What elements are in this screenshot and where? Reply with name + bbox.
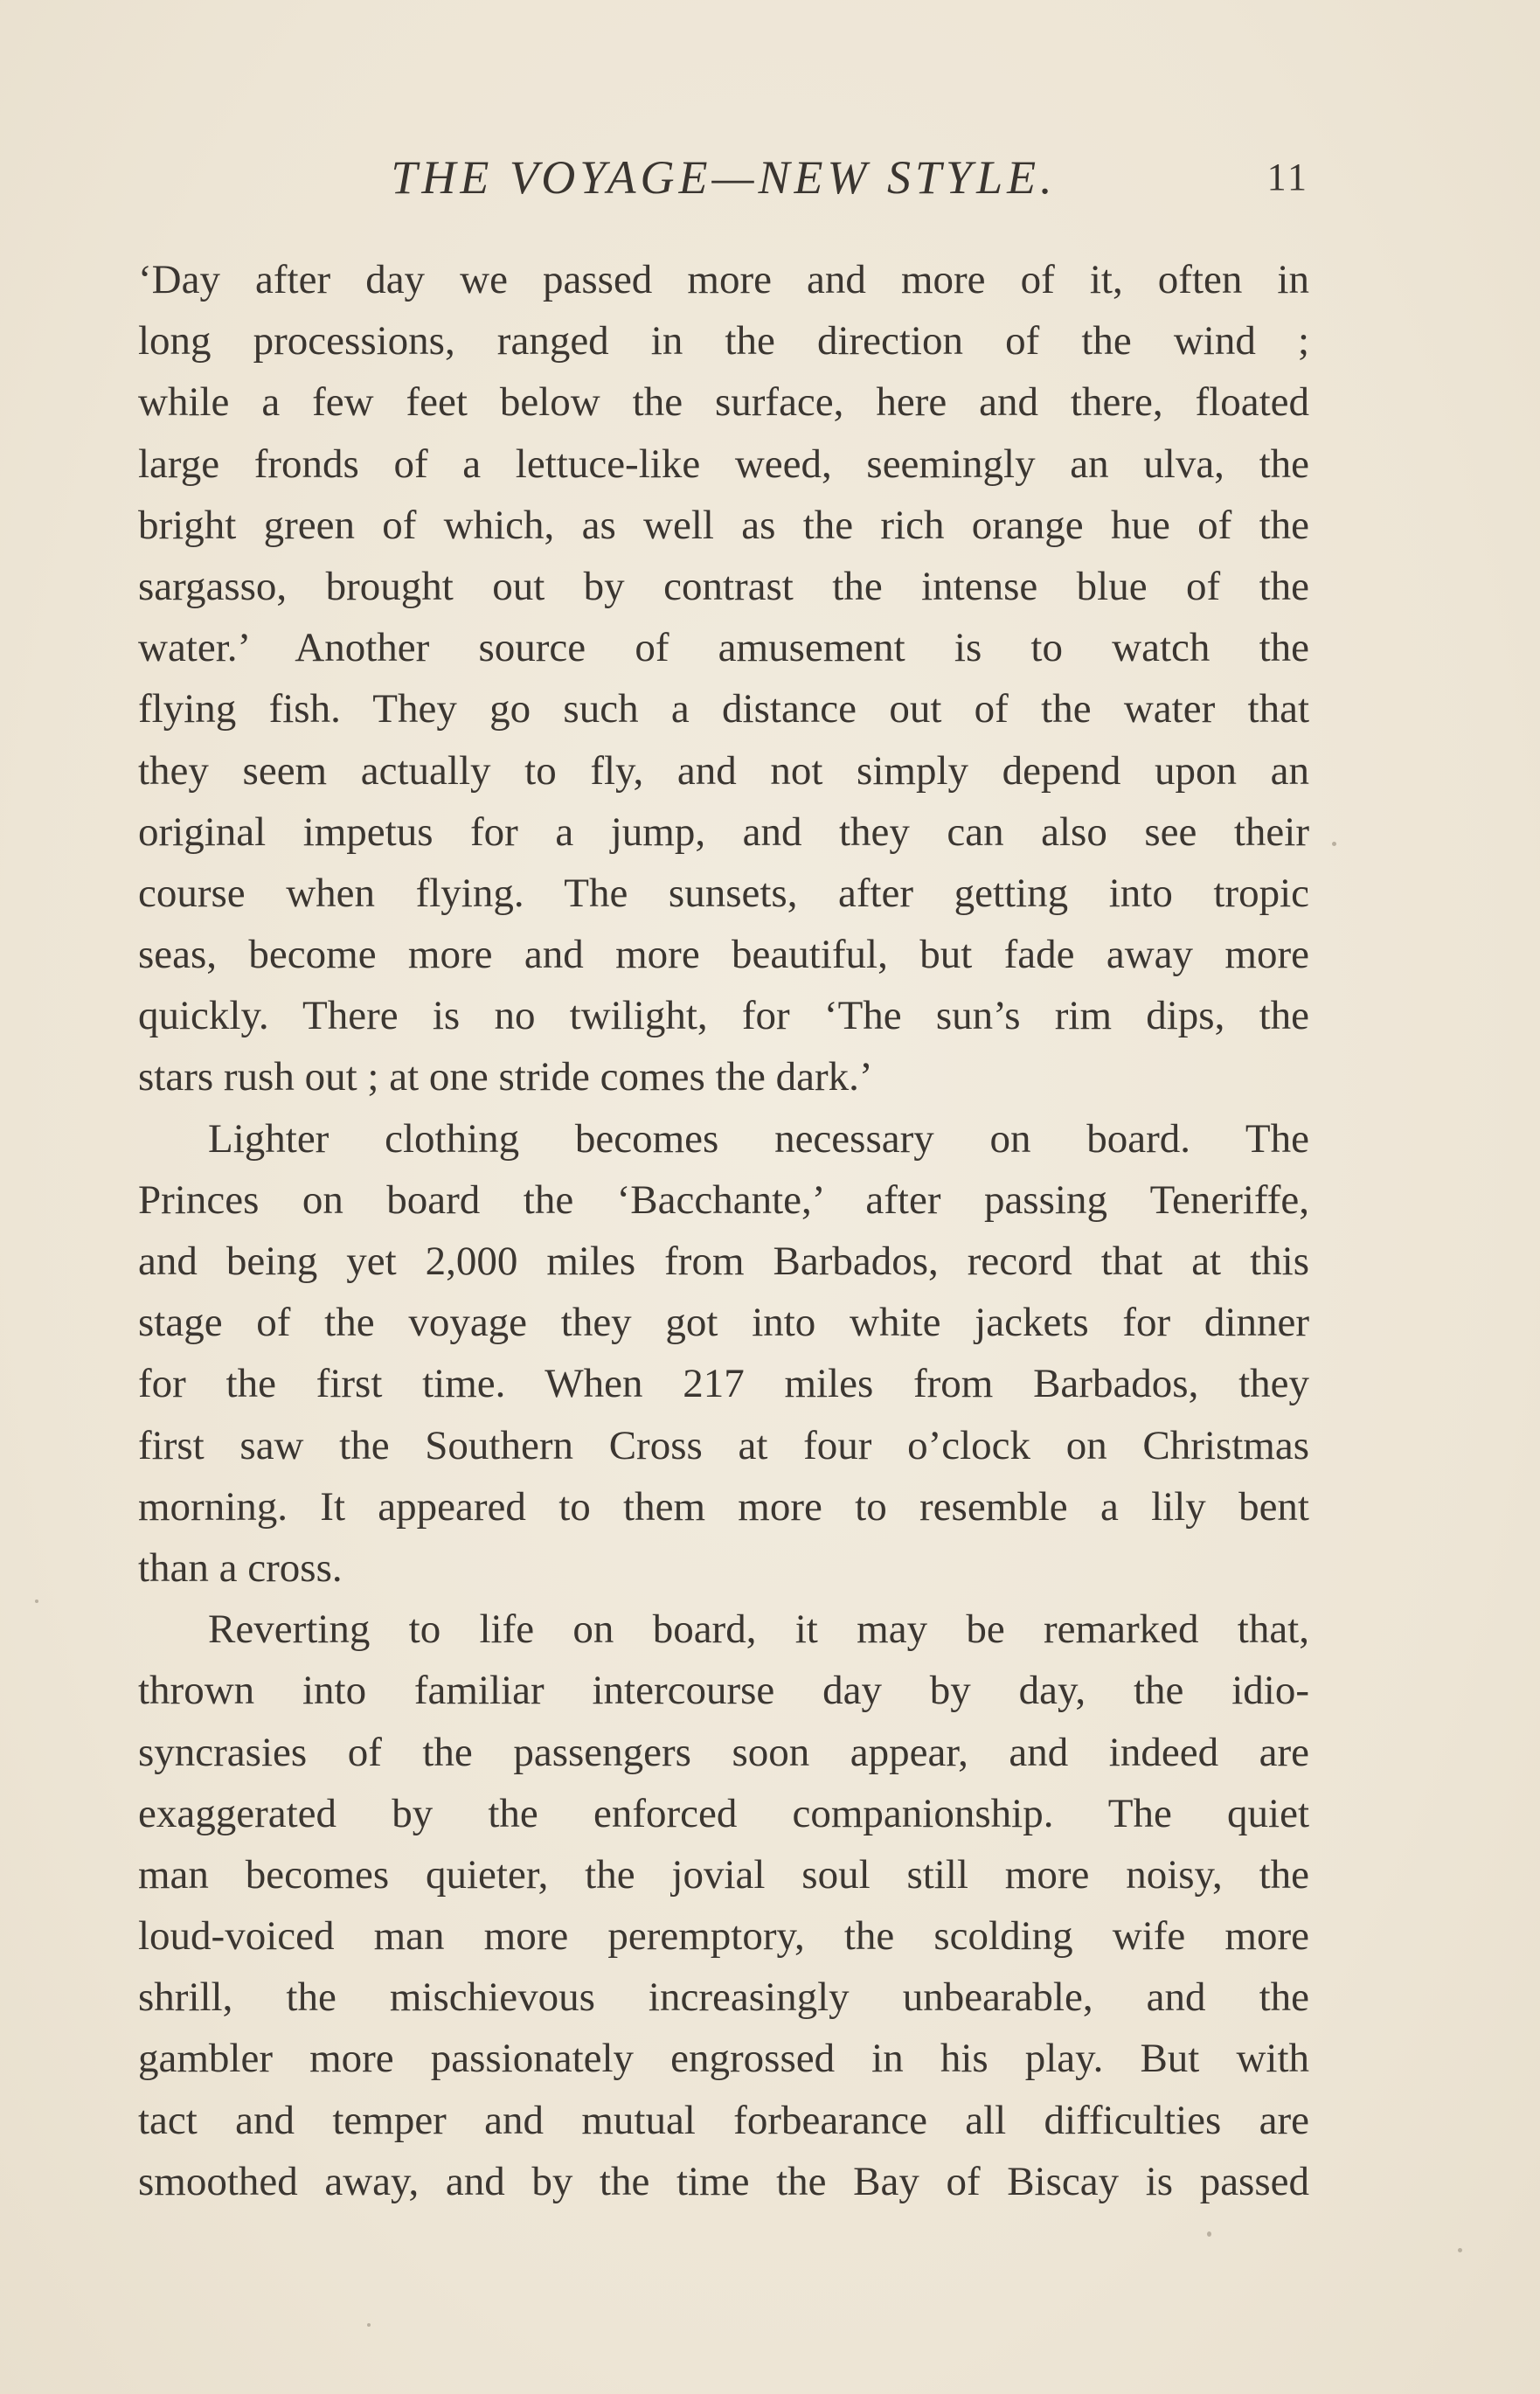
text-line: long processions, ranged in the direction of the wind ; bbox=[138, 318, 1309, 364]
paper-speck bbox=[35, 1599, 38, 1603]
text-line: smoothed away, and by the time the Bay of Biscay is passed bbox=[138, 2158, 1309, 2204]
paper-speck bbox=[1332, 842, 1336, 846]
text-line: course when flying. The sunsets, after getting into tropic bbox=[138, 870, 1309, 916]
text-line: morning. It appeared to them more to resemble a lily bent bbox=[138, 1483, 1309, 1530]
text-line: syncrasies of the passengers soon appear, and indeed are bbox=[138, 1729, 1309, 1775]
text-line: large fronds of a lettuce-like weed, seemingly an ulva, the bbox=[138, 441, 1309, 487]
text-line: loud-voiced man more peremptory, the scolding wife more bbox=[138, 1913, 1309, 1960]
text-line: stage of the voyage they got into white jackets for dinner bbox=[138, 1300, 1309, 1346]
running-head bbox=[138, 147, 1309, 208]
text-line: seas, become more and more beautiful, but fade away more bbox=[138, 932, 1309, 978]
text-line: Reverting to life on board, it may be remarked that, bbox=[208, 1606, 1309, 1653]
paper-speck bbox=[1458, 2248, 1462, 2252]
text-line: thrown into familiar intercourse day by day, the idio- bbox=[138, 1668, 1309, 1714]
text-line: quickly. There is no twilight, for ‘The sun’s rim dips, the bbox=[138, 993, 1309, 1039]
text-line: stars rush out ; at one stride comes the dark.’ bbox=[138, 1054, 873, 1100]
running-title: THE VOYAGE—NEW STYLE. bbox=[391, 151, 1057, 204]
text-line: flying fish. They go such a distance out of the water that bbox=[138, 686, 1309, 732]
text-line: shrill, the mischievous increasingly unbearable, and the bbox=[138, 1974, 1309, 2021]
text-line: Lighter clothing becomes necessary on board. The bbox=[208, 1115, 1309, 1162]
body-text bbox=[138, 249, 1309, 2212]
text-line: tact and temper and mutual forbearance all difficulties are bbox=[138, 2097, 1309, 2143]
text-line: for the first time. When 217 miles from Barbados, they bbox=[138, 1361, 1309, 1407]
text-line: exaggerated by the enforced companionship. The quiet bbox=[138, 1790, 1309, 1836]
text-line: while a few feet below the surface, here and there, floated bbox=[138, 379, 1309, 426]
text-line: man becomes quieter, the jovial soul still more noisy, the bbox=[138, 1851, 1309, 1898]
text-line: they seem actually to fly, and not simply depend upon an bbox=[138, 747, 1309, 794]
paper-speck bbox=[367, 2323, 371, 2327]
paragraph-3 bbox=[138, 1599, 1309, 2212]
text-line: first saw the Southern Cross at four o’clock on Christmas bbox=[138, 1422, 1309, 1468]
text-line: sargasso, brought out by contrast the intense blue of the bbox=[138, 563, 1309, 609]
text-line: original impetus for a jump, and they can also see their bbox=[138, 808, 1309, 855]
paragraph-2 bbox=[138, 1108, 1309, 1599]
paper-speck bbox=[1207, 2231, 1211, 2237]
text-line: and being yet 2,000 miles from Barbados, record that at this bbox=[138, 1239, 1309, 1284]
text-line: Princes on board the ‘Bacchante,’ after passing Teneriffe, bbox=[138, 1176, 1309, 1223]
page-number: 11 bbox=[1266, 156, 1309, 198]
paragraph-1 bbox=[138, 249, 1309, 1108]
text-line: ‘Day after day we passed more and more of it, often in bbox=[138, 257, 1309, 302]
text-line: than a cross. bbox=[138, 1544, 343, 1591]
text-line: gambler more passionately engrossed in his play. But with bbox=[138, 2036, 1309, 2082]
text-line: bright green of which, as well as the rich orange hue of the bbox=[138, 502, 1309, 548]
text-line: water.’ Another source of amusement is to watch the bbox=[138, 625, 1309, 671]
